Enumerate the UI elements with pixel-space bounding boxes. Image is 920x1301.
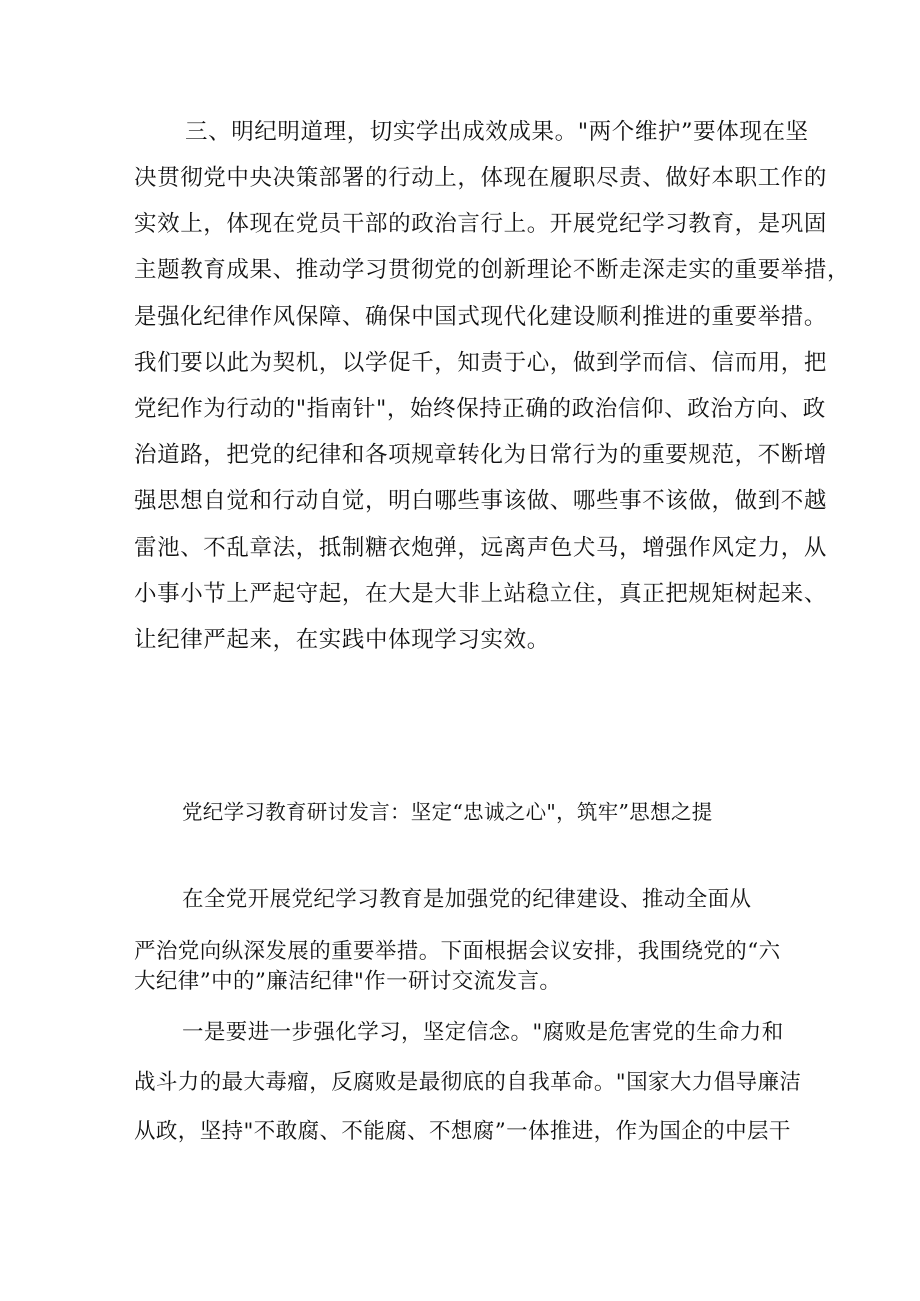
paragraph-line: 从政，坚持"不敢腐、不能腐、不想腐”一体推进，作为国企的中层干 bbox=[134, 1119, 791, 1144]
paragraph-line: 党纪作为行动的"指南针"，始终保持正确的政治信仰、政治方向、政 bbox=[134, 396, 826, 422]
paragraph-line: 三、明纪明道理，切实学出成效成果。"两个维护”要体现在坚 bbox=[185, 119, 809, 145]
paragraph-line: 实效上，体现在党员干部的政治言行上。开展党纪学习教育，是巩固 bbox=[134, 211, 828, 237]
paragraph-line: 小事小节上严起守起，在大是大非上站稳立住，真正把规矩树起来、 bbox=[134, 581, 828, 607]
paragraph-line: 让纪律严起来，在实践中体现学习实效。 bbox=[134, 627, 550, 653]
paragraph-line: 在全党开展党纪学习教育是加强党的纪律建设、推动全面从 bbox=[182, 887, 752, 912]
paragraph-line: 雷池、不乱章法，抵制糖衣炮弹，远离声色犬马，增强作风定力，从 bbox=[134, 535, 828, 561]
paragraph-line: 主题教育成果、推动学习贯彻党的创新理论不断走深走实的重要举措， bbox=[134, 257, 851, 283]
paragraph-line: 治道路，把党的纪律和各项规章转化为日常行为的重要规范，不断增 bbox=[134, 442, 828, 468]
paragraph-line: 大纪律”中的”廉洁纪律"作一研讨交流发言。 bbox=[134, 969, 562, 994]
paragraph-line: 我们要以此为契机，以学促千，知责于心，做到学而信、信而用，把 bbox=[134, 350, 828, 376]
section-title: 党纪学习教育研讨发言：坚定“忠诚之心"，筑牢”思想之提 bbox=[182, 800, 713, 824]
paragraph-line: 战斗力的最大毒瘤，反腐败是最彻底的自我革命。"国家大力倡导廉洁 bbox=[134, 1070, 802, 1095]
paragraph-line: 严治党向纵深发展的重要举措。下面根据会议安排，我围绕党的“六 bbox=[134, 939, 781, 964]
paragraph-line: 一是要进一步强化学习，坚定信念。"腐败是危害党的生命力和 bbox=[182, 1020, 784, 1045]
paragraph-line: 是强化纪律作风保障、确保中国式现代化建设顺利推进的重要举措。 bbox=[134, 304, 828, 330]
paragraph-line: 决贯彻党中央决策部署的行动上，体现在履职尽责、做好本职工作的 bbox=[134, 165, 828, 191]
paragraph-line: 强思想自觉和行动自觉，明白哪些事该做、哪些事不该做，做到不越 bbox=[134, 488, 828, 514]
